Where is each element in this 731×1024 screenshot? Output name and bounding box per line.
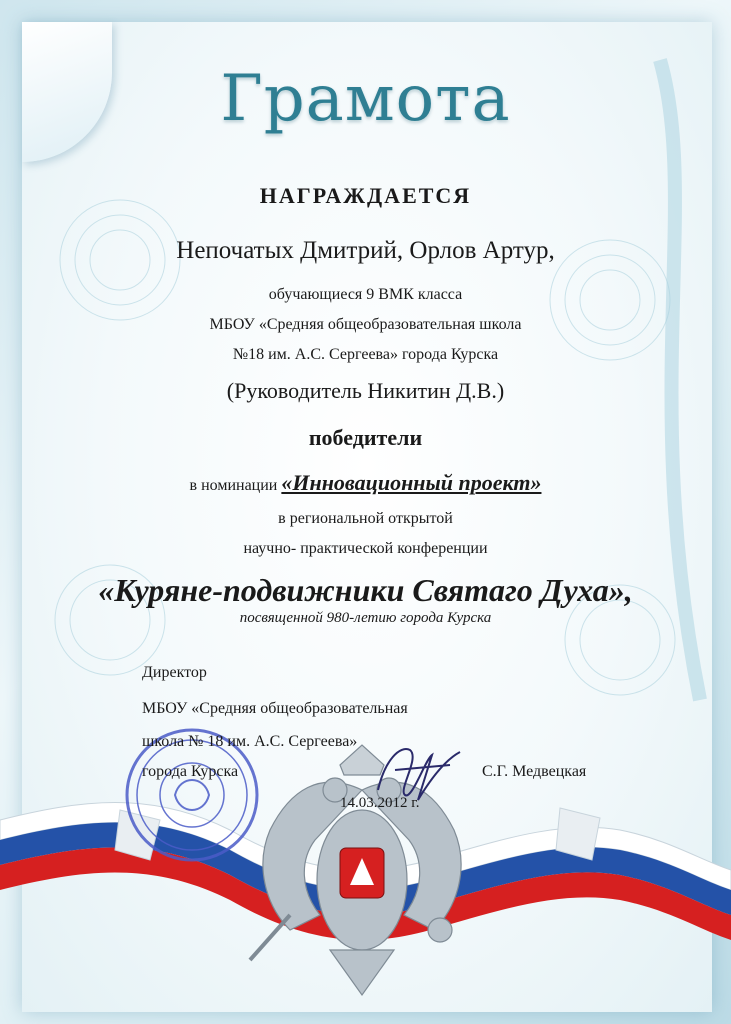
issue-date: 14.03.2012 г. [340, 795, 420, 811]
nomination-line [0, 470, 731, 496]
conference-name: «Куряне-подвижники Святаго Духа», [98, 572, 633, 608]
leader-line: (Руководитель Никитин Д.В.) [226, 378, 505, 403]
director-org-1: МБОУ «Средняя общеобразовательная [142, 700, 408, 717]
school-city-line: №18 им. А.С. Сергеева» города Курска [232, 346, 499, 363]
director-role: Директор [142, 664, 207, 681]
dedication-line: посвященной 980-летию города Курска [239, 610, 492, 626]
director-name: С.Г. Медвецкая [482, 763, 587, 780]
director-org-2: школа № 18 им. А.С. Сергеева» [142, 733, 358, 750]
winners-line: победители [308, 425, 423, 450]
nomination-prefix: в номинации [189, 477, 282, 494]
conference-type-line: научно- практической конференции [243, 540, 488, 557]
recipient-names: Непочатых Дмитрий, Орлов Артур, [176, 237, 555, 264]
regional-line: в региональной открытой [278, 510, 453, 527]
school-line: МБОУ «Средняя общеобразовательная школа [209, 316, 522, 333]
awarded-heading: НАГРАЖДАЕТСЯ [259, 183, 472, 208]
nomination-name: «Инновационный проект» [281, 470, 542, 495]
class-line: обучающиеся 9 ВМК класса [268, 286, 463, 303]
certificate-title: Грамота [220, 62, 511, 136]
director-org-3: города Курска [142, 763, 239, 780]
